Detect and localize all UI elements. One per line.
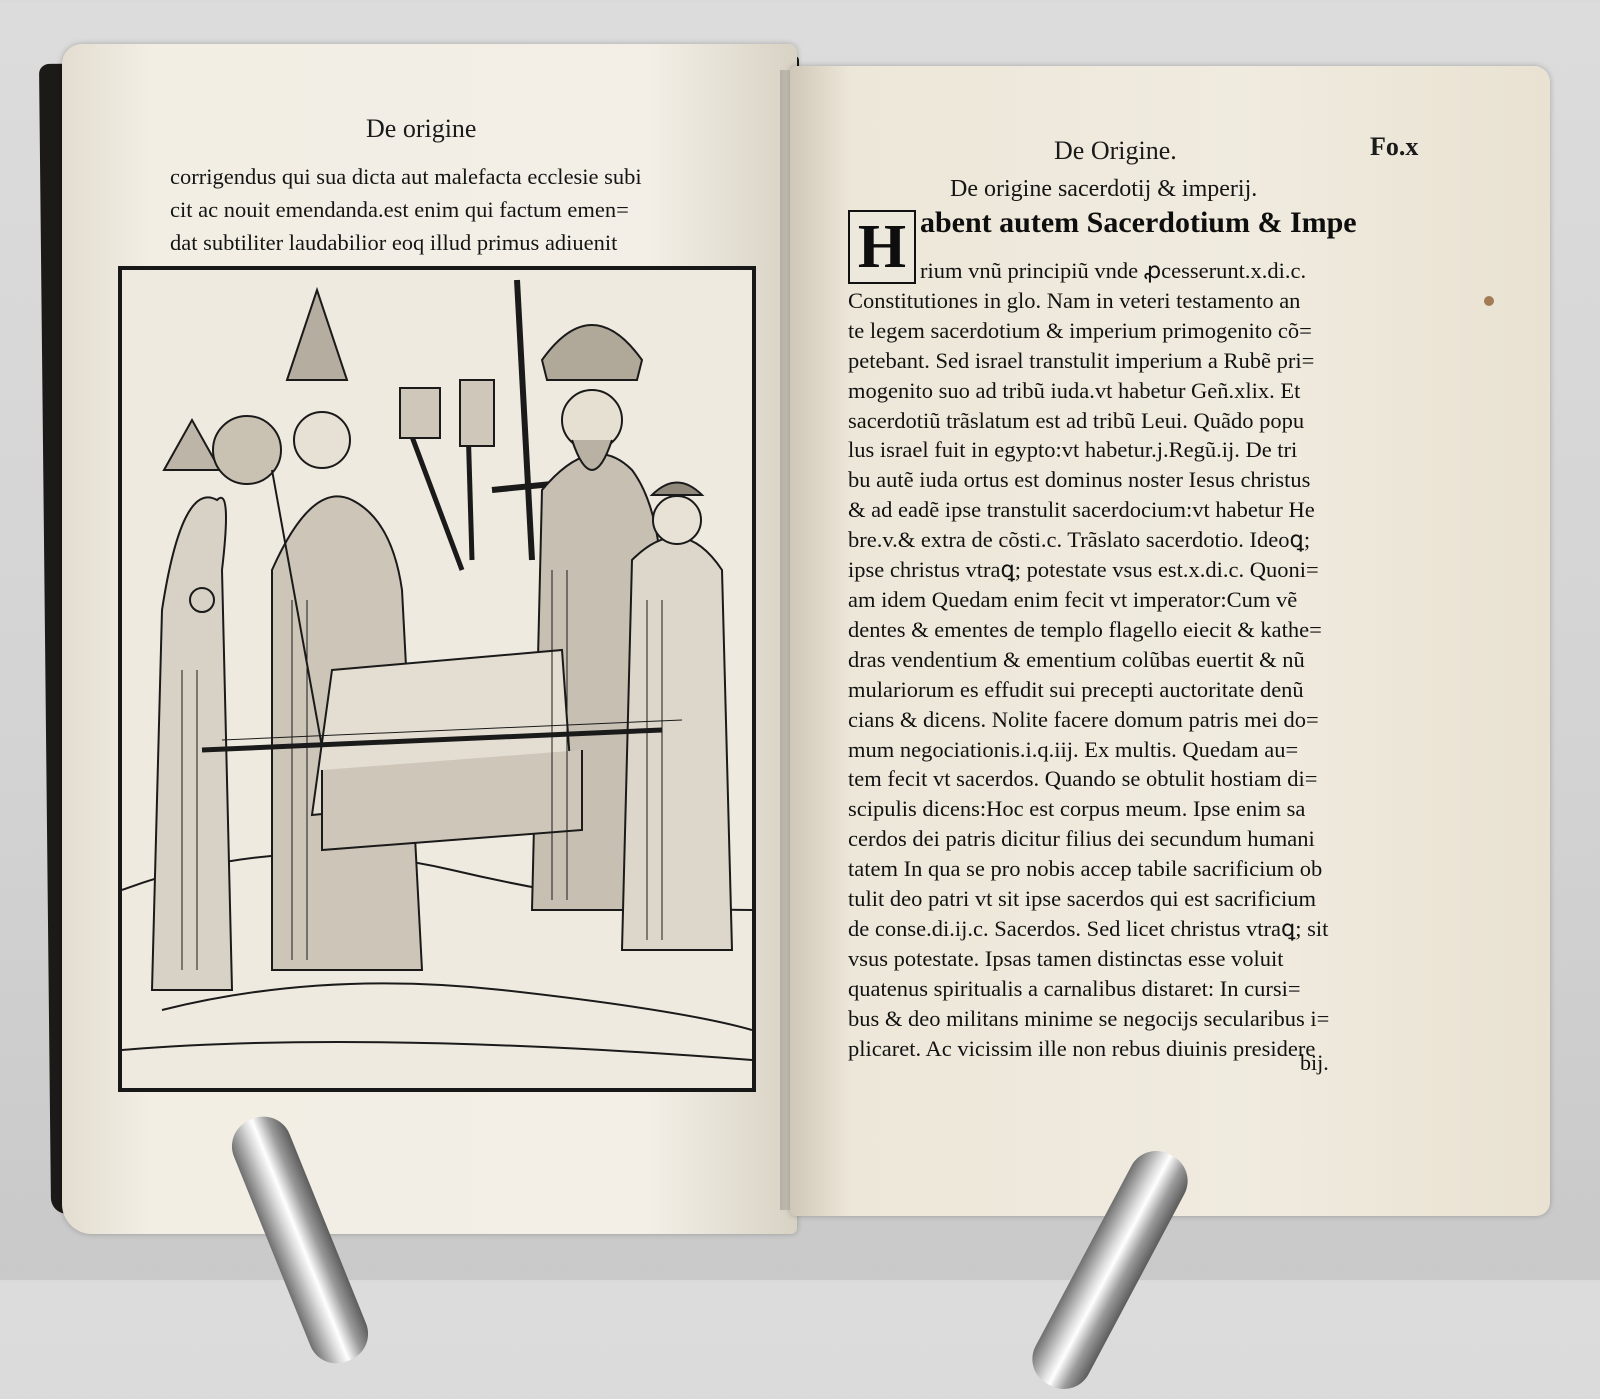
text-line: & ad eadẽ ipse transtulit sacerdocium:vt habetur He [848, 497, 1315, 523]
text-line: cerdos dei patris dicitur filius dei secundum humani [848, 826, 1315, 852]
text-line: cit ac nouit emendanda.est enim qui factum emen= [170, 197, 629, 222]
text-line: mulariorum es effudit sui precepti auctoritate denũ [848, 676, 1304, 702]
text-line: ipse christus vtraꝗ; potestate vsus est.x.di.c. Quoni= [848, 557, 1319, 583]
text-line: dat subtiliter laudabilior eoq illud primus adiuenit [170, 230, 618, 255]
text-line: tulit deo patri vt sit ipse sacerdos qui est sacrificium [848, 886, 1317, 912]
text-line: mum negociationis.i.q.iij. Ex multis. Quedam au= [848, 736, 1299, 762]
text-line: dras vendentium & ementium colũbas euertit & nũ [848, 646, 1305, 672]
text-line: petebant. Sed israel transtulit imperium a Rubẽ pri= [848, 347, 1315, 373]
text-line: plicaret. Ac vicissim ille non rebus diuinis presidere [848, 1035, 1316, 1061]
text-line: bre.v.& extra de cõsti.c. Trãslato sacerdotio. Ideoꝗ; [848, 527, 1311, 553]
text-line: dentes & ementes de templo flagello eiecit & kathe= [848, 616, 1322, 642]
text-line: bus & deo militans minime se negocijs secularibus i= [848, 1005, 1330, 1031]
left-running-head: De origine [366, 114, 477, 143]
text-line: tatem In qua se pro nobis accep tabile sacrificium ob [848, 856, 1323, 882]
text-line: lus israel fuit in egypto:vt habetur.j.Regũ.ij. De tri [848, 437, 1298, 463]
left-page-text [170, 160, 750, 259]
text-line: bu autẽ iuda ortus est dominus noster Iesus christus [848, 467, 1311, 493]
text-line: rium vnũ principiũ vnde ꝓcesserunt.x.di.c. [920, 258, 1307, 283]
text-line: tem fecit vt sacerdos. Quando se obtulit hostiam di= [848, 766, 1318, 792]
text-line: sacerdotiũ trãslatum est ad tribũ Leui. Quãdo popu [848, 407, 1305, 433]
text-line: vsus potestate. Ipsas tamen distinctas esse voluit [848, 945, 1284, 971]
opening-line: abent autem Sacerdotium & Impe [920, 206, 1357, 239]
text-line: scipulis dicens:Hoc est corpus meum. Ipse enim sa [848, 796, 1306, 822]
text-line: te legem sacerdotium & imperium primogenito cõ= [848, 317, 1312, 343]
text-line: de conse.di.ij.c. Sacerdos. Sed licet christus vtraꝗ; sit [848, 915, 1329, 941]
woodcut-illustration [118, 266, 756, 1092]
folio-number: Fo.x [1370, 132, 1419, 161]
text-line: am idem Quedam enim fecit vt imperator:Cum vẽ [848, 586, 1298, 612]
chapter-title: De origine sacerdotij & imperij. [950, 176, 1258, 202]
right-page-text [848, 256, 1468, 1063]
text-line: corrigendus qui sua dicta aut malefacta ecclesie subi [170, 164, 642, 189]
text-line: Constitutiones in glo. Nam in veteri testamento an [848, 287, 1301, 313]
signature-mark: bij. [1300, 1050, 1329, 1075]
text-line: quatenus spiritualis a carnalibus distaret: In cursi= [848, 975, 1301, 1001]
text-line: mogenito suo ad tribũ iuda.vt habetur Geñ.xlix. Et [848, 377, 1301, 403]
paper-stain [1484, 296, 1494, 306]
text-line: cians & dicens. Nolite facere domum patris mei do= [848, 706, 1319, 732]
decorated-initial: H [848, 210, 916, 284]
right-running-head: De Origine. [1054, 136, 1177, 165]
